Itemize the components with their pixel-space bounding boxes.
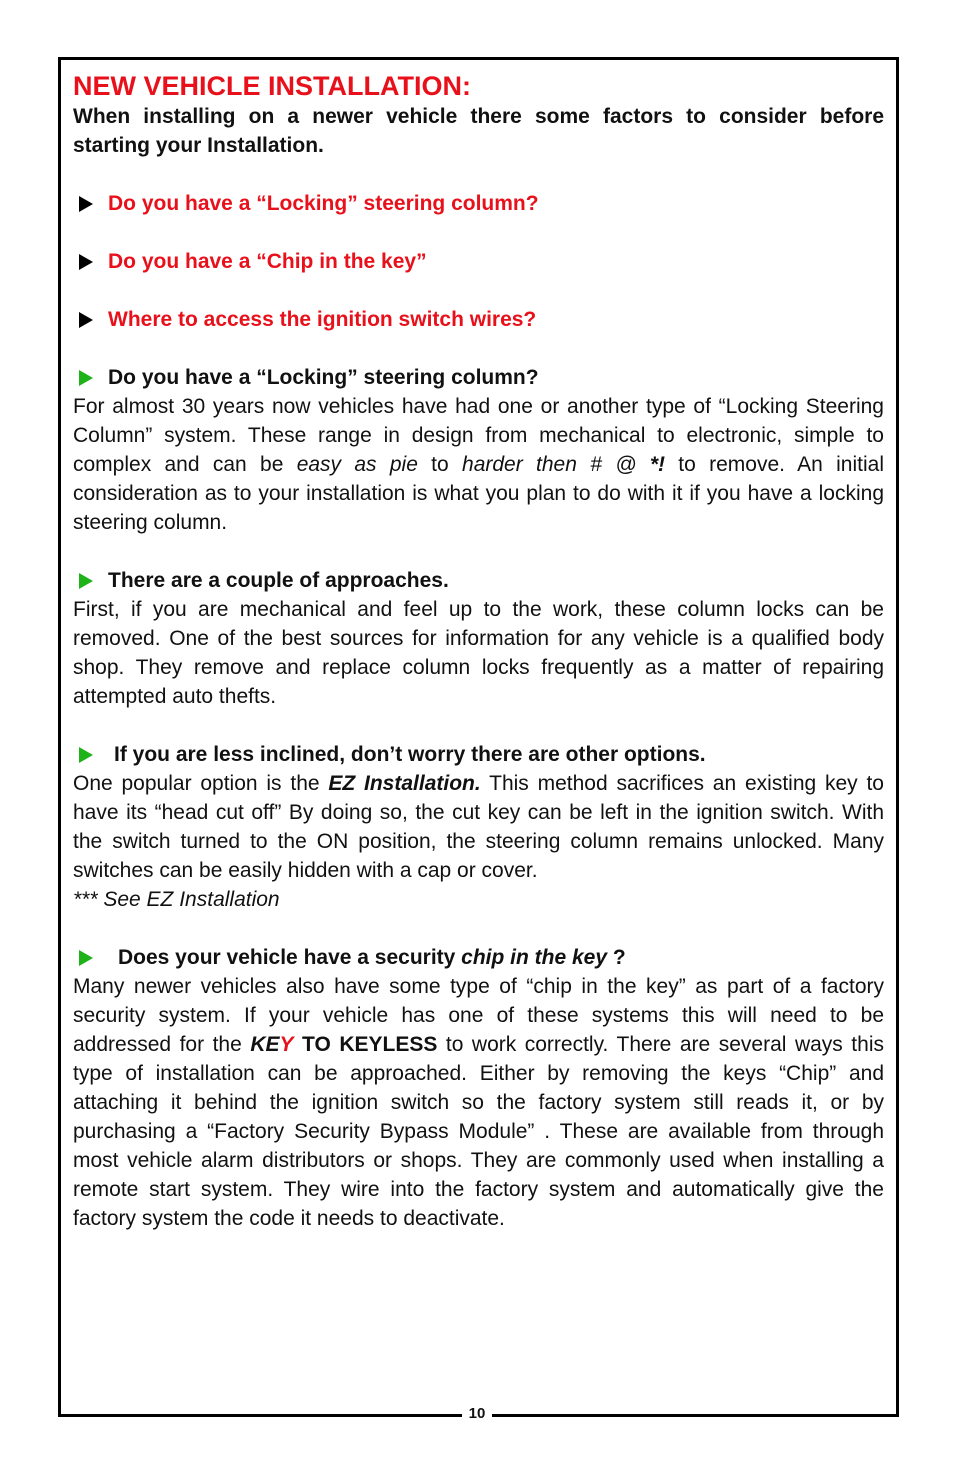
section-body-chip: Many newer vehicles also have some type of “chip in the key” as part of a factory security system. If your vehicle has one of these systems this will need to be addressed for the KEY TO KEYLESS to work correctly. There are several ways this type of installation can be approached. Either by removing the keys “Chip” and attaching it behind the ignition switch so the factory system still reads it, or by purchasing a “Factory Security Bypass Module” . These are available from through most vehicle alarm distributors or shops. They are commonly used when installing a remote start system. They wire into the factory system and automatically give the factory system the code it needs to deactivate. [73, 975, 884, 1230]
page-title: NEW VEHICLE INSTALLATION: [73, 71, 471, 101]
heading-text: Does your vehicle have a security chip in the key ? [118, 946, 626, 969]
heading-text: Do you have a “Locking” steering column? [108, 366, 539, 389]
section-body-options: One popular option is the EZ Installation. This method sacrifices an existing key to have its “head cut off” By doing so, the cut key can be left in the ignition switch. With the switch turned to the ON position, the steering column remains unlocked. Many switches can be easily hidden with a cap or cover. [73, 772, 884, 882]
arrow-right-icon [79, 312, 93, 328]
section-heading-chip [73, 943, 884, 972]
arrow-right-icon [79, 196, 93, 212]
arrow-right-icon [79, 370, 93, 386]
question-text: Do you have a “Chip in the key” [108, 250, 427, 273]
page-content [73, 70, 884, 1233]
arrow-right-icon [79, 950, 93, 966]
intro-text: When installing on a newer vehicle there some factors to consider before starting your Installation. [73, 105, 884, 157]
page-number: 10 [462, 1404, 492, 1424]
section-heading-approaches [73, 566, 884, 595]
question-text: Do you have a “Locking” steering column? [108, 192, 539, 215]
question-chip [73, 247, 884, 276]
section-heading-locking [73, 363, 884, 392]
heading-text: If you are less inclined, don’t worry there are other options. [114, 743, 706, 766]
section-body-locking: For almost 30 years now vehicles have had one or another type of “Locking Steering Column” system. These range in design from mechanical to electronic, simple to complex and can be easy as pie to harder then # @ *! to remove. An initial consideration as to your installation is what you plan to do with it if you have a locking steering column. [73, 395, 884, 534]
arrow-right-icon [79, 254, 93, 270]
arrow-right-icon [79, 747, 93, 763]
question-ignition [73, 305, 884, 334]
arrow-right-icon [79, 573, 93, 589]
question-locking [73, 189, 884, 218]
section-body-approaches: First, if you are mechanical and feel up to the work, these column locks can be removed. One of the best sources for information for any vehicle is a qualified body shop. They remove and replace column locks frequently as a matter of repairing attempted auto thefts. [73, 598, 884, 708]
see-ez-note: *** See EZ Installation [73, 888, 280, 911]
heading-text: There are a couple of approaches. [108, 569, 449, 592]
section-heading-options [73, 740, 884, 769]
question-text: Where to access the ignition switch wires? [108, 308, 537, 331]
